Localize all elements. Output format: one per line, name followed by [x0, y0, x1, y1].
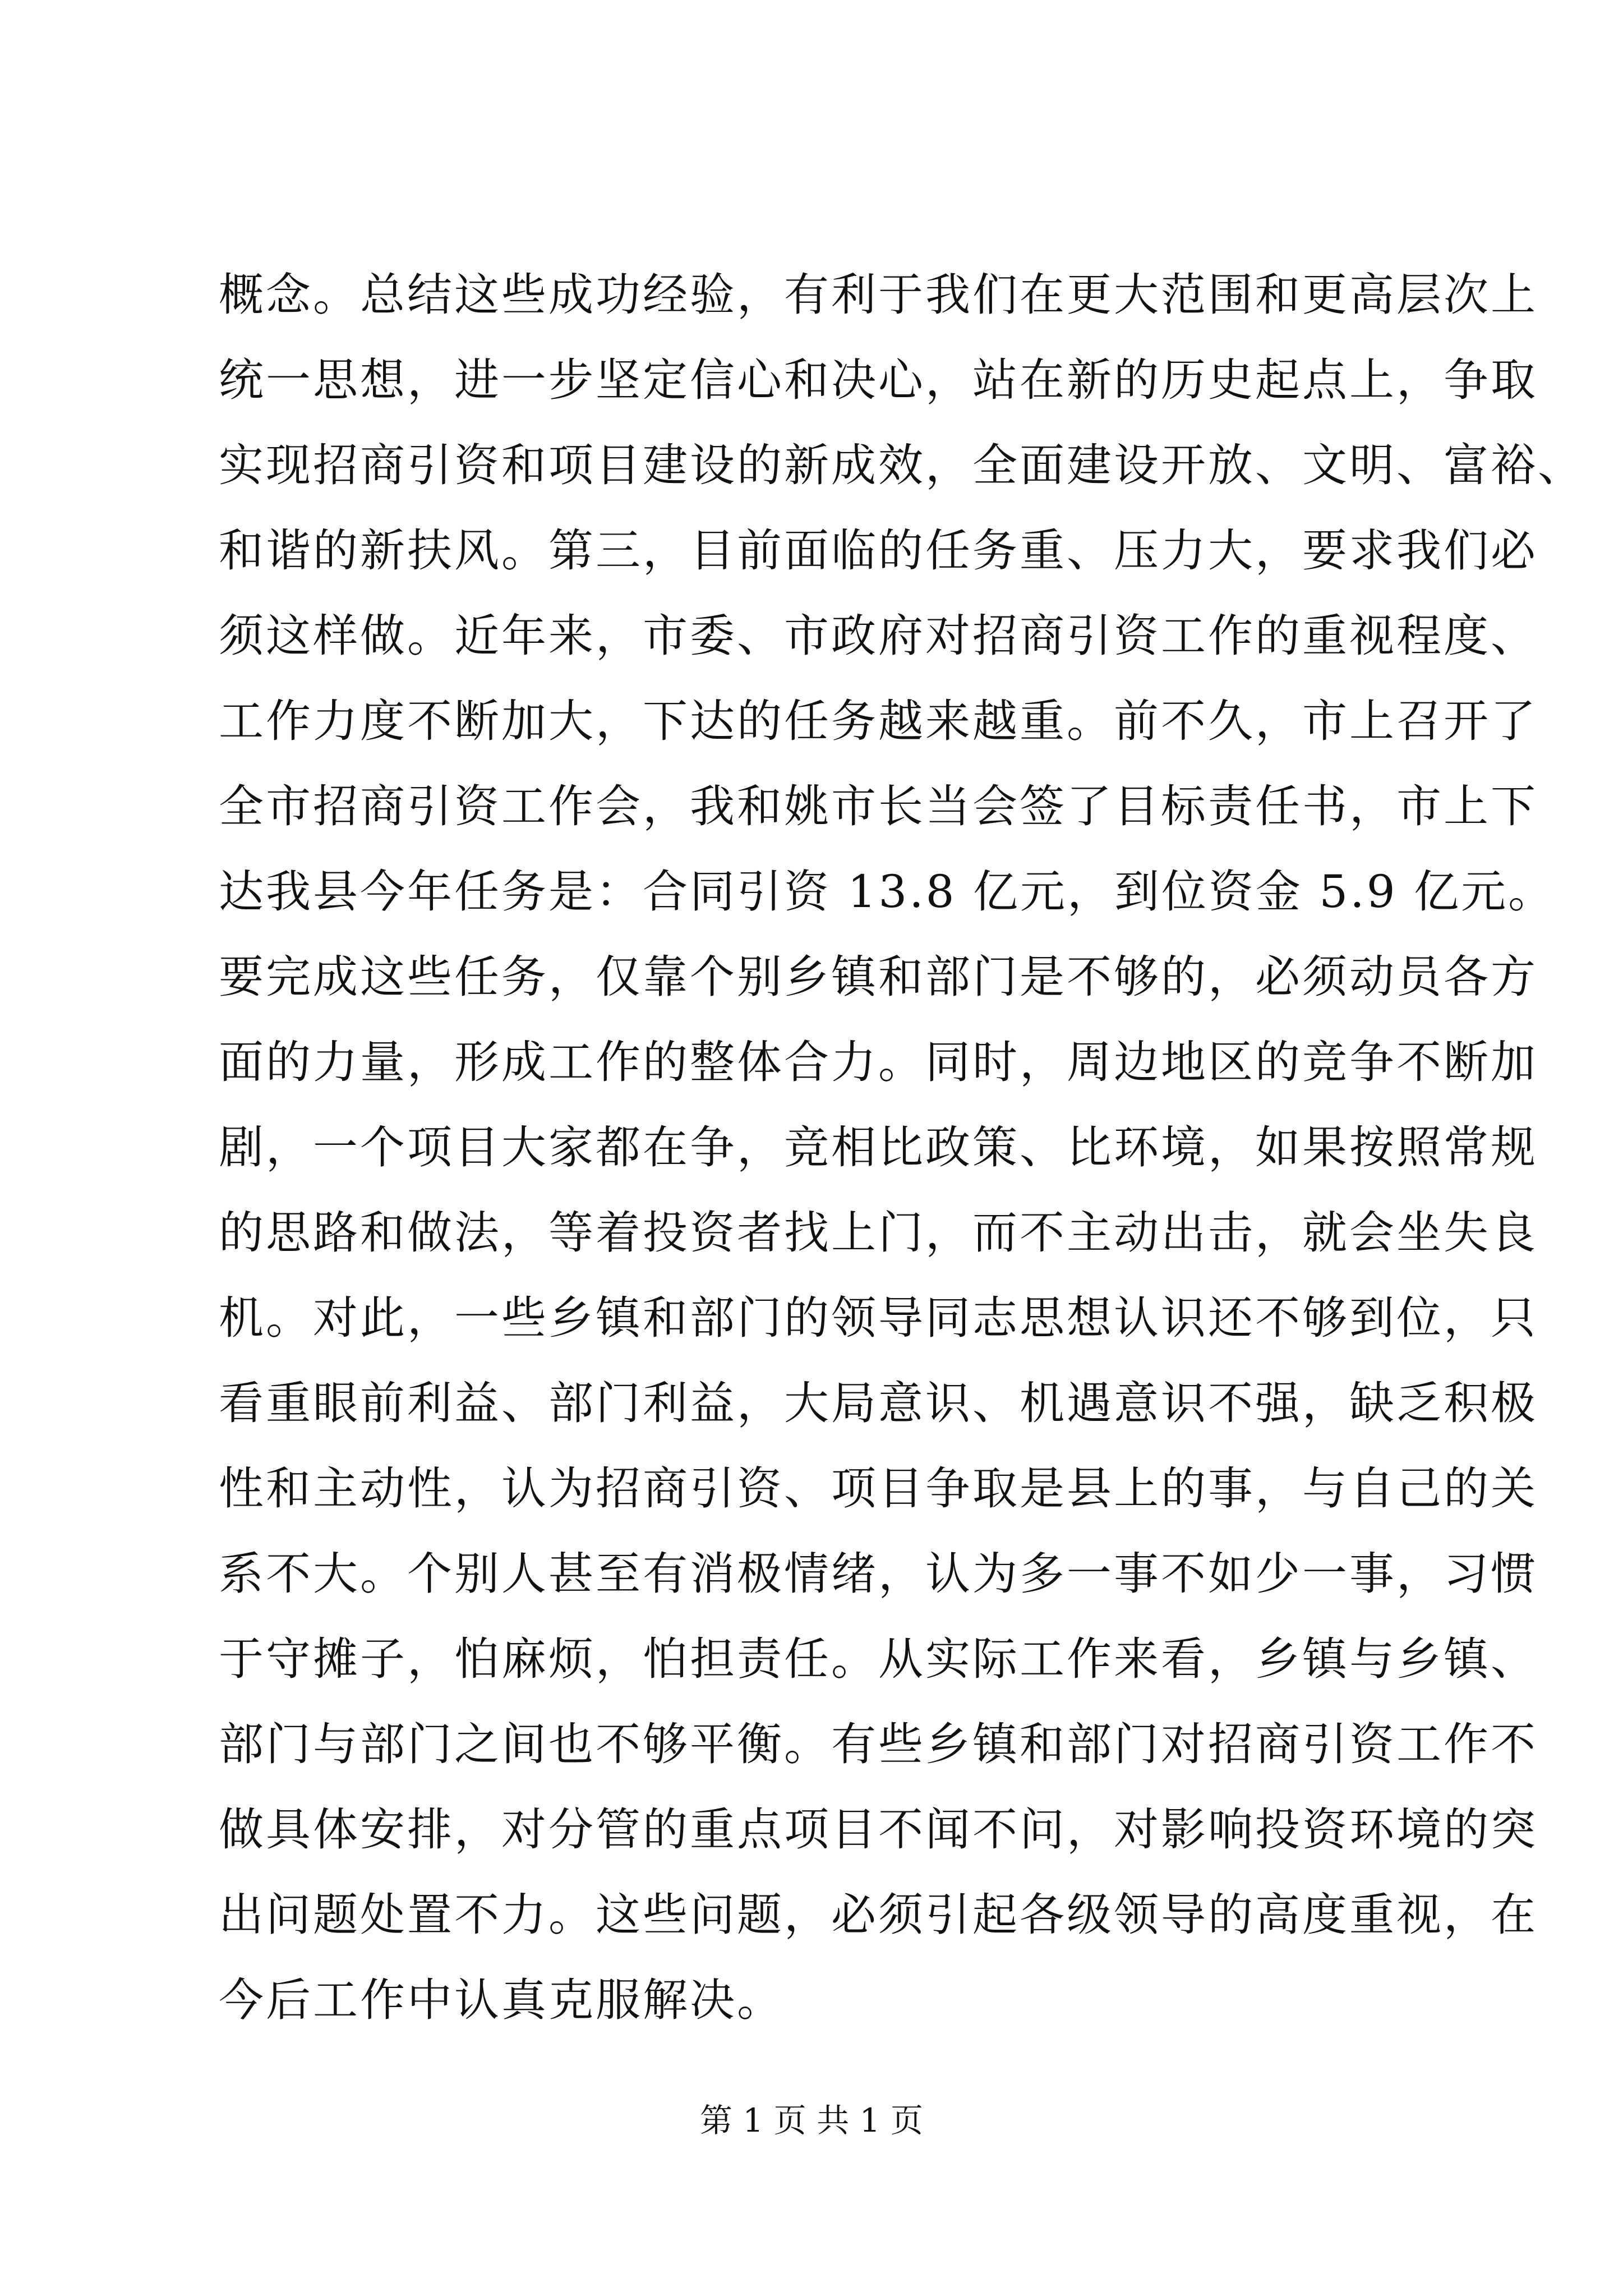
text-line: 看重眼前利益、部门利益，大局意识、机遇意识不强，缺乏积极	[219, 1377, 1538, 1429]
text-line: 要完成这些任务，仅靠个别乡镇和部门是不够的，必须动员各方	[219, 951, 1538, 1003]
text-line: 达我县今年任务是：合同引资 13.8 亿元，到位资金 5.9 亿元。	[219, 866, 1556, 918]
text-line: 出问题处置不力。这些问题，必须引起各级领导的高度重视，在	[219, 1889, 1538, 1941]
text-line: 全市招商引资工作会，我和姚市长当会签了目标责任书，市上下	[219, 780, 1538, 832]
text-line: 面的力量，形成工作的整体合力。同时，周边地区的竞争不断加	[219, 1036, 1538, 1088]
text-line: 性和主动性，认为招商引资、项目争取是县上的事，与自己的关	[219, 1462, 1538, 1515]
text-line: 做具体安排，对分管的重点项目不闻不问，对影响投资环境的突	[219, 1803, 1538, 1856]
text-line: 机。对此，一些乡镇和部门的领导同志思想认识还不够到位，只	[219, 1292, 1538, 1344]
text-line: 概念。总结这些成功经验，有利于我们在更大范围和更高层次上	[219, 269, 1538, 321]
body-paragraph	[219, 252, 1585, 2043]
text-line: 于守摊子，怕麻烦，怕担责任。从实际工作来看，乡镇与乡镇、	[219, 1633, 1538, 1685]
text-line: 统一思想，进一步坚定信心和决心，站在新的历史起点上，争取	[219, 354, 1538, 406]
page-footer: 第 1 页 共 1 页	[700, 2101, 923, 2139]
text-line: 的思路和做法，等着投资者找上门，而不主动出击，就会坐失良	[219, 1207, 1538, 1259]
text-line: 工作力度不断加大，下达的任务越来越重。前不久，市上召开了	[219, 695, 1538, 747]
text-line: 剧，一个项目大家都在争，竞相比政策、比环境，如果按照常规	[219, 1121, 1538, 1174]
text-line: 实现招商引资和项目建设的新成效，全面建设开放、文明、富裕、	[219, 439, 1585, 491]
text-line: 和谐的新扶风。第三，目前面临的任务重、压力大，要求我们必	[219, 524, 1538, 577]
text-line: 今后工作中认真克服解决。	[219, 1974, 784, 2026]
text-line: 须这样做。近年来，市委、市政府对招商引资工作的重视程度、	[219, 610, 1538, 662]
text-line: 部门与部门之间也不够平衡。有些乡镇和部门对招商引资工作不	[219, 1718, 1538, 1770]
text-line: 系不大。个别人甚至有消极情绪，认为多一事不如少一事，习惯	[219, 1548, 1538, 1600]
